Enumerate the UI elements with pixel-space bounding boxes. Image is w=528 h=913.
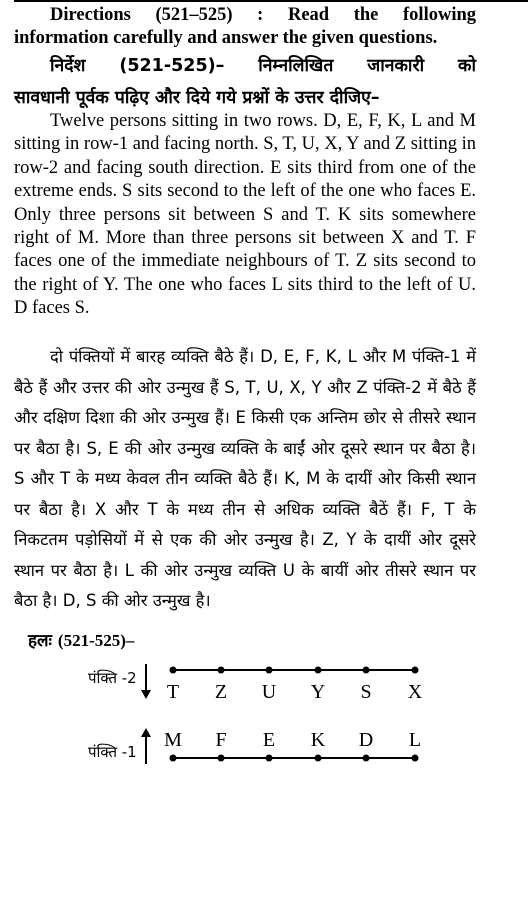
row2-person-T: T [166,681,180,703]
directions-english-line2: information carefully and answer the given questions. [14,28,438,48]
row1-seat-dot [266,755,273,762]
solution-label: हलः [28,631,52,651]
row2-person-Y: Y [310,681,326,703]
row2-person-S: S [360,681,372,703]
directions-english-line1: Directions (521–525) : Read the following [50,5,476,25]
row2-label: पंक्ति -2 [88,669,137,687]
row1-seat-dot [218,755,225,762]
row2-seat-dot [266,667,273,674]
puzzle-english: Twelve persons sitting in two rows. D, E, F, K, L and M sitting in row-1 and facing north. S, T, U, X, Y and Z sitting in row-2 and facing south direction. E sits third from one of the extreme ends. S sits second to the left of the one who faces E. Only three persons sit between S and T. K sits somewhere right of M. More than three persons sit between X and T. F faces one of the immediate neighbours of T. Z sits second to the right of Y. The one who faces L sits third to the left of U. D faces S. [14,111,476,319]
row1-person-E: E [262,729,276,751]
row2-person-Z: Z [214,681,228,703]
row2-direction-arrow-icon [141,664,151,699]
row1-person-K: K [310,729,326,751]
row1-label: पंक्ति -1 [88,743,137,761]
row1-direction-arrow-icon [141,728,151,764]
row1-seat-dot [315,755,322,762]
row2-seat-dot [363,667,370,674]
row1-person-L: L [408,729,422,751]
row2-person-X: X [407,681,423,703]
row2-seat-dot [315,667,322,674]
row1-person-D: D [358,729,374,751]
row2-seat-dot [218,667,225,674]
row2-person-U: U [261,681,277,703]
row1-person-F: F [215,729,227,751]
row1-seat-dot [363,755,370,762]
row1-person-M: M [164,729,182,751]
directions-hindi-line1: निर्देश (521-525)– निम्नलिखित जानकारी को [50,56,476,76]
row2-seat-dot [412,667,419,674]
directions-hindi-line2: सावधानी पूर्वक पढ़िए और दिये गये प्रश्नों के उत्तर दीजिए– [14,88,380,108]
row1-seat-dot [412,755,419,762]
puzzle-hindi: दो पंक्तियों में बारह व्यक्ति बैठे हैं। D, E, F, K, L और M पंक्ति-1 में बैठे हैं और उत्तर की ओर उन्मुख हैं S, T, U, X, Y और Z पंक्ति-2 में बैठे हैं और दक्षिण दिशा की ओर उन्मुख हैं। E किसी एक अन्तिम छोर से तीसरे स्थान पर बैठा है। S, E की ओर उन्मुख व्यक्ति के बाईं ओर दूसरे स्थान पर बैठा है। S और T के मध्य केवल तीन व्यक्ति बैठे हैं। K, M के दायीं ओर किसी स्थान पर बैठा है। X और T के मध्य तीन से अधिक व्यक्ति बैठें हैं। F, T के निकटतम पड़ोसियों में से एक की ओर उन्मुख है। Z, Y के दायीं ओर दूसरे स्थान पर बैठा है। L की ओर उन्मुख व्यक्ति U के बायीं ओर तीसरे स्थान पर बैठा है। D, S की ओर उन्मुख है। [14,347,476,610]
row2-seat-dot [170,667,177,674]
solution-range: (521-525)– [57,631,135,650]
row1-seat-dot [170,755,177,762]
